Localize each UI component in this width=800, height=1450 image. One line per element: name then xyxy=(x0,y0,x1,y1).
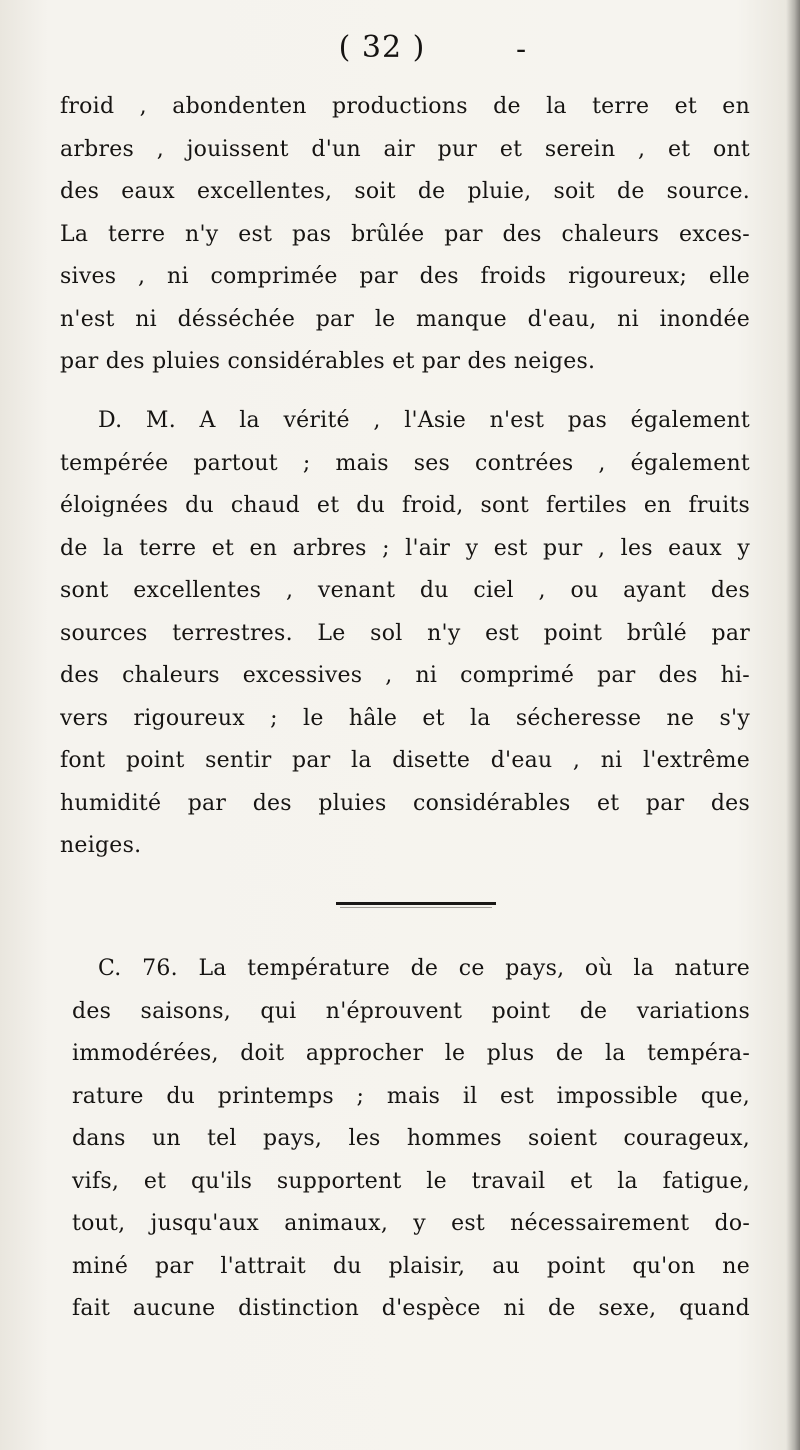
text-line: miné par l'attrait du plaisir, au point qu'on ne xyxy=(72,1253,750,1279)
text-line: tout, jusqu'aux animaux, y est nécessairement do- xyxy=(72,1211,750,1236)
text-line: fait aucune distinction d'espèce ni de sexe, quand xyxy=(72,1296,750,1321)
text-line: froid , abondenten productions de la terre et en xyxy=(60,94,750,119)
paragraph-2 xyxy=(60,400,750,868)
text-line: C. 76. La température de ce pays, où la nature xyxy=(98,956,750,981)
text-line: par des pluies considérables et par des neiges. xyxy=(60,349,596,374)
text-line: de la terre et en arbres ; l'air y est pur , les eaux y xyxy=(60,535,750,561)
text-line: tempérée partout ; mais ses contrées , également xyxy=(60,450,750,476)
section-divider xyxy=(336,902,496,905)
text-line: vers rigoureux ; le hâle et la sécheresse ne s'y xyxy=(60,705,750,731)
text-line: rature du printemps ; mais il est impossible que, xyxy=(72,1083,750,1109)
paragraph-3 xyxy=(60,948,750,1331)
page-edge-shadow xyxy=(786,0,800,1450)
text-line: font point sentir par la disette d'eau , ni l'extrême xyxy=(60,748,750,773)
section-divider-shadow xyxy=(340,907,492,908)
text-line: sives , ni comprimée par des froids rigoureux; elle xyxy=(60,264,750,289)
text-line: des chaleurs excessives , ni comprimé par des hi- xyxy=(60,663,750,688)
text-line: des saisons, qui n'éprouvent point de variations xyxy=(72,998,750,1024)
text-line: sources terrestres. Le sol n'y est point brûlé par xyxy=(60,620,750,646)
page-header xyxy=(0,28,800,80)
text-line: sont excellentes , venant du ciel , ou ayant des xyxy=(60,578,750,603)
text-line: éloignées du chaud et du froid, sont fertiles en fruits xyxy=(60,493,750,518)
text-line: dans un tel pays, les hommes soient courageux, xyxy=(72,1126,750,1151)
text-line: humidité par des pluies considérables et par des xyxy=(60,790,750,816)
text-line: immodérées, doit approcher le plus de la tempéra- xyxy=(72,1041,750,1066)
text-line: D. M. A la vérité , l'Asie n'est pas également xyxy=(98,408,750,433)
paragraph-1 xyxy=(60,86,750,384)
text-line: neiges. xyxy=(60,833,142,858)
page-number: ( 32 ) xyxy=(338,30,426,65)
text-line: n'est ni désséchée par le manque d'eau, ni inondée xyxy=(60,306,750,332)
header-mark: - xyxy=(516,32,527,67)
text-line: des eaux excellentes, soit de pluie, soit de source. xyxy=(60,179,750,204)
text-line: La terre n'y est pas brûlée par des chaleurs exces- xyxy=(60,221,750,247)
text-line: vifs, et qu'ils supportent le travail et la fatigue, xyxy=(72,1168,750,1194)
text-line: arbres , jouissent d'un air pur et serein , et ont xyxy=(60,136,750,162)
